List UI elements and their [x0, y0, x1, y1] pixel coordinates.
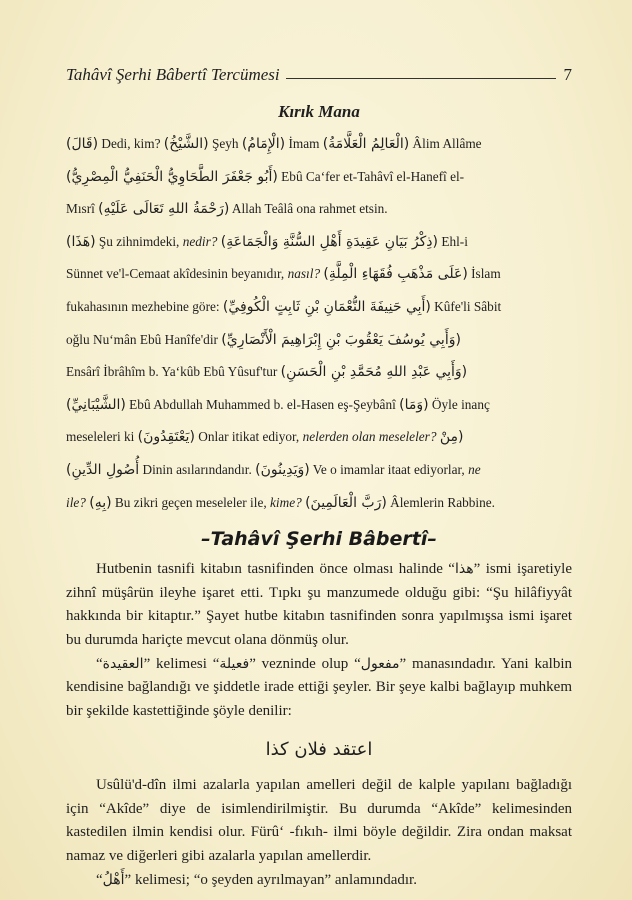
arabic-term: أُصُولِ الدِّينِ) — [66, 461, 140, 478]
arabic-term: (بِهِ) — [89, 494, 112, 511]
gloss-line — [66, 389, 572, 422]
arabic-term: (وَأَبِي يُوسُفَ يَعْقُوبَ بْنِ إِبْرَاهِيمَ الْأَنْصَارِيِّ) — [221, 331, 461, 348]
translation-text: Dinin asılarındandır. — [139, 461, 256, 477]
commentary-paragraph — [66, 774, 572, 868]
gloss-line — [66, 258, 572, 291]
translation-text: “ — [96, 871, 103, 888]
translation-text: Ensârî İbrâhîm b. Ya‘kûb Ebû Yûsuf'tur — [66, 364, 281, 380]
italic-question: nedir? — [182, 233, 218, 249]
translation-text: oğlu Nu‘mân Ebû Hanîfe'dir — [66, 331, 222, 347]
kirik-mana-gloss — [66, 128, 572, 519]
commentary-paragraph — [66, 869, 572, 893]
gloss-line — [66, 128, 572, 161]
kirik-mana-title: Kırık Mana — [278, 102, 360, 121]
gloss-line — [66, 193, 572, 226]
arabic-term: (الْعَالِمُ الْعَلَّامَةُ) — [322, 136, 410, 152]
arabic-term: (رَبَّ الْعَالَمِينَ) — [305, 494, 387, 511]
arabic-term: أَهْلُ — [102, 871, 125, 888]
arabic-term: (وَيَدِينُونَ) — [255, 461, 310, 478]
translation-text: Âlim Allâme — [409, 136, 482, 151]
gloss-line — [66, 356, 572, 389]
translation-text: İslam — [467, 266, 501, 282]
commentary-paragraph — [66, 653, 572, 724]
italic-question: nasıl? — [287, 266, 321, 282]
translation-text: ” kelimesi “ — [143, 655, 220, 672]
arabic-term: (أَبُو جَعْفَرَ الطَّحَاوِيُّ الْحَنَفِيُّ الْمِصْرِيُّ) — [66, 168, 278, 185]
running-header — [66, 60, 572, 90]
translation-text: İmam — [285, 136, 323, 151]
commentary-body — [66, 558, 572, 723]
italic-question: ne — [468, 461, 481, 477]
arabic-term: (الشَّيْخُ) — [163, 136, 209, 152]
commentary-paragraph — [66, 558, 572, 652]
translation-text: ” ismi işaretiyle zihnî müşârün ileyhe işaret etti. Tıpkı şu manzumede olduğu gibi: “Şu hilâfiyyât hakkında bir kitaptır.” Şayet hutbe kitabın tasnifinden sonra yapılmışsa ismi işaret bu durumda hariçte mevcut olana dönmüş olur. — [66, 561, 573, 648]
arabic-term: (الشَّيْبَانِيِّ) — [66, 396, 126, 413]
commentary-title: –Tahâvî Şerhi Bâbertî– — [201, 528, 437, 551]
translation-text: Öyle inanç — [428, 396, 490, 412]
gloss-line — [66, 421, 572, 454]
header-rule — [286, 78, 556, 79]
translation-text: Sünnet ve'l-Cemaat akîdesinin beyanıdır, — [66, 266, 288, 282]
italic-question: nelerden olan meseleler? — [302, 429, 437, 445]
translation-text: Allah Teâlâ ona rahmet etsin. — [229, 201, 388, 217]
gloss-line — [66, 454, 572, 487]
translation-text: ” manasındadır. Yani kalbin kendisine bağlandığı ve şiddetle irade ettiği şeyler. Bir şeye kalbi bağlayıp muhkem bir şekilde kastettiğinde şöyle denilir: — [66, 655, 573, 719]
running-title: Tahâvî Şerhi Bâbertî Tercümesi — [66, 65, 280, 84]
arabic-term: (هَذَا) — [66, 233, 96, 250]
translation-text: Kûfe'li Sâbit — [430, 298, 502, 314]
gloss-line — [66, 226, 572, 259]
arabic-term: فعيلة — [219, 655, 250, 672]
translation-text: Bu zikri geçen meseleler ile, — [111, 494, 270, 510]
translation-text: Mısrî — [66, 201, 99, 217]
arabic-term: (ذِكْرُ بَيَانِ عَقِيدَةِ أَهْلِ السُّنَّةِ وَالْجَمَاعَةِ) — [220, 233, 438, 250]
translation-text: Ve o imamlar itaat ediyorlar, — [309, 461, 469, 477]
translation-text: meseleleri ki — [66, 429, 138, 445]
translation-text: Dedi, kim? — [98, 136, 164, 151]
arabic-term: (رَحْمَةُ اللهِ تَعَالَى عَلَيْهِ) — [98, 201, 230, 218]
translation-text: “ — [96, 655, 103, 672]
page-number: 7 — [563, 65, 572, 84]
translation-text: Hutbenin tasnifi kitabın tasnifinden önce olması halinde “ — [96, 561, 455, 578]
arabic-term: (يَعْتَقِدُونَ) — [137, 429, 195, 446]
arabic-quote: اعتقد فلان كذا — [265, 739, 373, 761]
translation-text: Usûlü'd-dîn ilmi azalarla yapılan amelleri değil de kalple yapılanı bağladığı için “Akîde” diye de isimlendirilmiştir. Bu durumda “Akîde” kelimesinden kastedilen ilmin kendisi olur. Fürû‘ -fıkıh- ilmi böyle değildir. Zira ondan maksat namaz ve diğerleri gibi azalarla yapılan amellerdir. — [66, 777, 572, 865]
italic-question: kime? — [270, 494, 302, 510]
arabic-term: (قَالَ) — [66, 136, 99, 152]
translation-text: Onlar itikat ediyor, — [194, 429, 303, 445]
arabic-term: (أَبِي حَنِيفَةَ النُّعْمَانِ بْنِ ثَابِتٍ الْكُوفِيِّ) — [222, 298, 431, 315]
arabic-term: (وَمَا) — [399, 396, 429, 413]
translation-text: Ebû Ca‘fer et-Tahâvî el-Hanefî el- — [277, 168, 465, 184]
arabic-term: (وَأَبِي عَبْدِ اللهِ مُحَمَّدِ بْنِ الْحَسَنِ) — [280, 364, 468, 381]
italic-question: ile? — [66, 494, 86, 510]
arabic-term: (مِنْ — [439, 429, 464, 446]
arabic-term: (الْإِمَامُ) — [241, 136, 286, 152]
gloss-line — [66, 291, 572, 324]
translation-text: Şu zihnimdeki, — [95, 233, 183, 249]
arabic-term: مفعول — [360, 655, 400, 672]
arabic-term: العقيدة — [102, 655, 144, 672]
gloss-line — [66, 161, 572, 194]
translation-text: ” vezninde olup “ — [249, 655, 361, 672]
gloss-line — [66, 324, 572, 357]
commentary-body-continued — [66, 774, 572, 892]
translation-text: Ehl-i — [438, 233, 468, 249]
translation-text: Âlemlerin Rabbine. — [386, 494, 496, 510]
translation-text: Ebû Abdullah Muhammed b. el-Hasen eş-Şeybânî — [125, 396, 400, 412]
gloss-line — [66, 487, 572, 520]
arabic-term: (عَلَى مَذْهَبِ فُقَهَاءِ الْمِلَّةِ) — [323, 266, 468, 283]
page — [66, 60, 572, 892]
translation-text: Şeyh — [208, 136, 242, 151]
arabic-term: هذا — [454, 561, 474, 578]
translation-text: ” kelimesi; “o şeyden ayrılmayan” anlamındadır. — [124, 871, 417, 888]
translation-text: fukahasının mezhebine göre: — [66, 298, 223, 314]
